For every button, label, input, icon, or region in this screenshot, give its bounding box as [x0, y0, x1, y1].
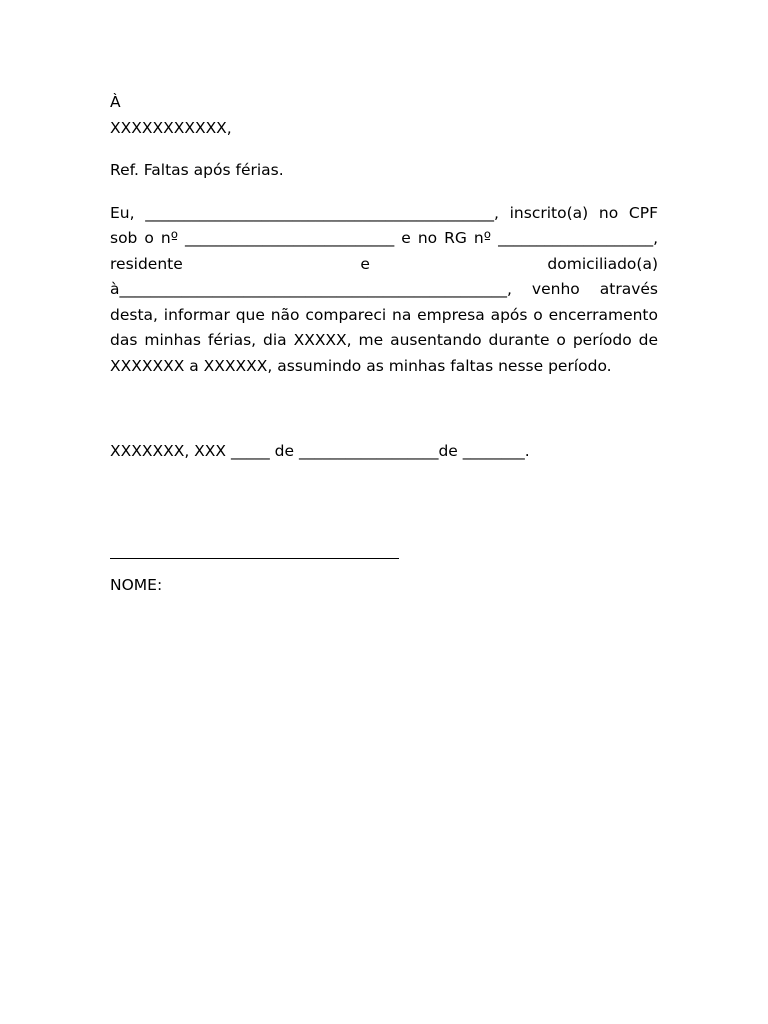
reference-line: Ref. Faltas após férias. [110, 161, 284, 179]
salutation-prefix: À [110, 93, 121, 111]
letter-body: Eu, _____________________________________________, inscrito(a) no CPF sob o nº ___________________________ e no RG nº ____________________, residente e domiciliado(a) à__________________________________________________, venho através desta, informar que não compareci na empresa após o encerramento das minhas férias, dia XXXXX, me ausentando durante o período de XXXXXXX a XXXXXX, assumindo as minhas faltas nesse período. [110, 203, 658, 375]
signature-line [110, 558, 399, 559]
signature-name-label: NOME: [110, 575, 163, 594]
date-line: XXXXXXX, XXX _____ de __________________de ________. [110, 442, 530, 460]
letter-content [110, 90, 658, 598]
recipient-name: XXXXXXXXXXX, [110, 118, 232, 137]
